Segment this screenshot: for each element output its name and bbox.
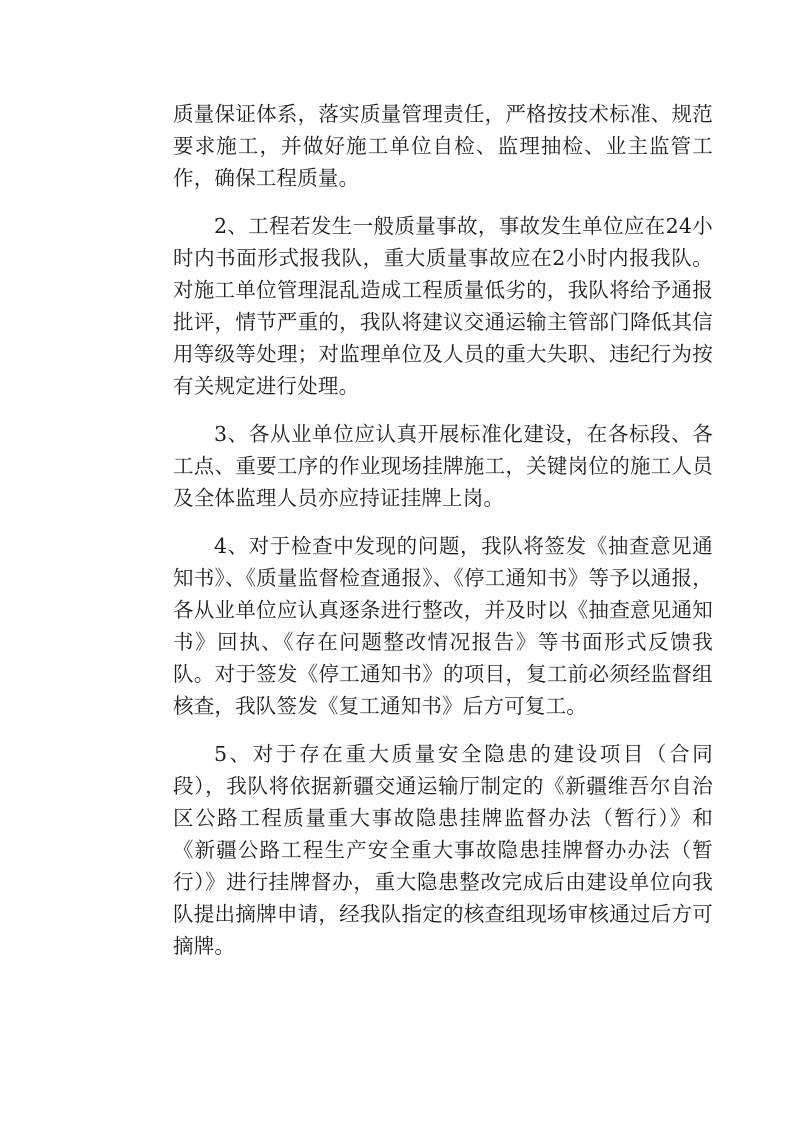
paragraph-item-5: 5、对于存在重大质量安全隐患的建设项目（合同段），我队将依据新疆交通运输厅制定的《新疆维吾尔自治区公路工程质量重大事故隐患挂牌监督办法（暂行）》和《新疆公路工程生产安全重大事故隐患挂牌督办办法（暂行）》进行挂牌督办，重大隐患整改完成后由建设单位向我队提出摘牌申请，经我队指定的核查组现场审核通过后方可摘牌。 [173,742,713,958]
paragraph-item-3: 3、各从业单位应认真开展标准化建设，在各标段、各工点、重要工序的作业现场挂牌施工，关键岗位的施工人员及全体监理人员亦应持证挂牌上岗。 [173,422,713,510]
paragraph-item-2: 2、工程若发生一般质量事故，事故发生单位应在24小时内书面形式报我队，重大质量事故应在2小时内报我队。对施工单位管理混乱造成工程质量低劣的，我队将给予通报批评，情节严重的，我队将建议交通运输主管部门降低其信用等级等处理；对监理单位及人员的重大失职、违纪行为按有关规定进行处理。 [173,214,713,398]
paragraph-continuation: 质量保证体系，落实质量管理责任，严格按技术标准、规范要求施工，并做好施工单位自检、监理抽检、业主监管工作，确保工程质量。 [173,102,713,190]
paragraph-item-4: 4、对于检查中发现的问题，我队将签发《抽查意见通知书》、《质量监督检查通报》、《停工通知书》等予以通报，各从业单位应认真逐条进行整改，并及时以《抽查意见通知书》回执、《存在问题整改情况报告》等书面形式反馈我队。对于签发《停工通知书》的项目，复工前必须经监督组核查，我队签发《复工通知书》后方可复工。 [173,534,713,718]
document-body [173,98,713,978]
